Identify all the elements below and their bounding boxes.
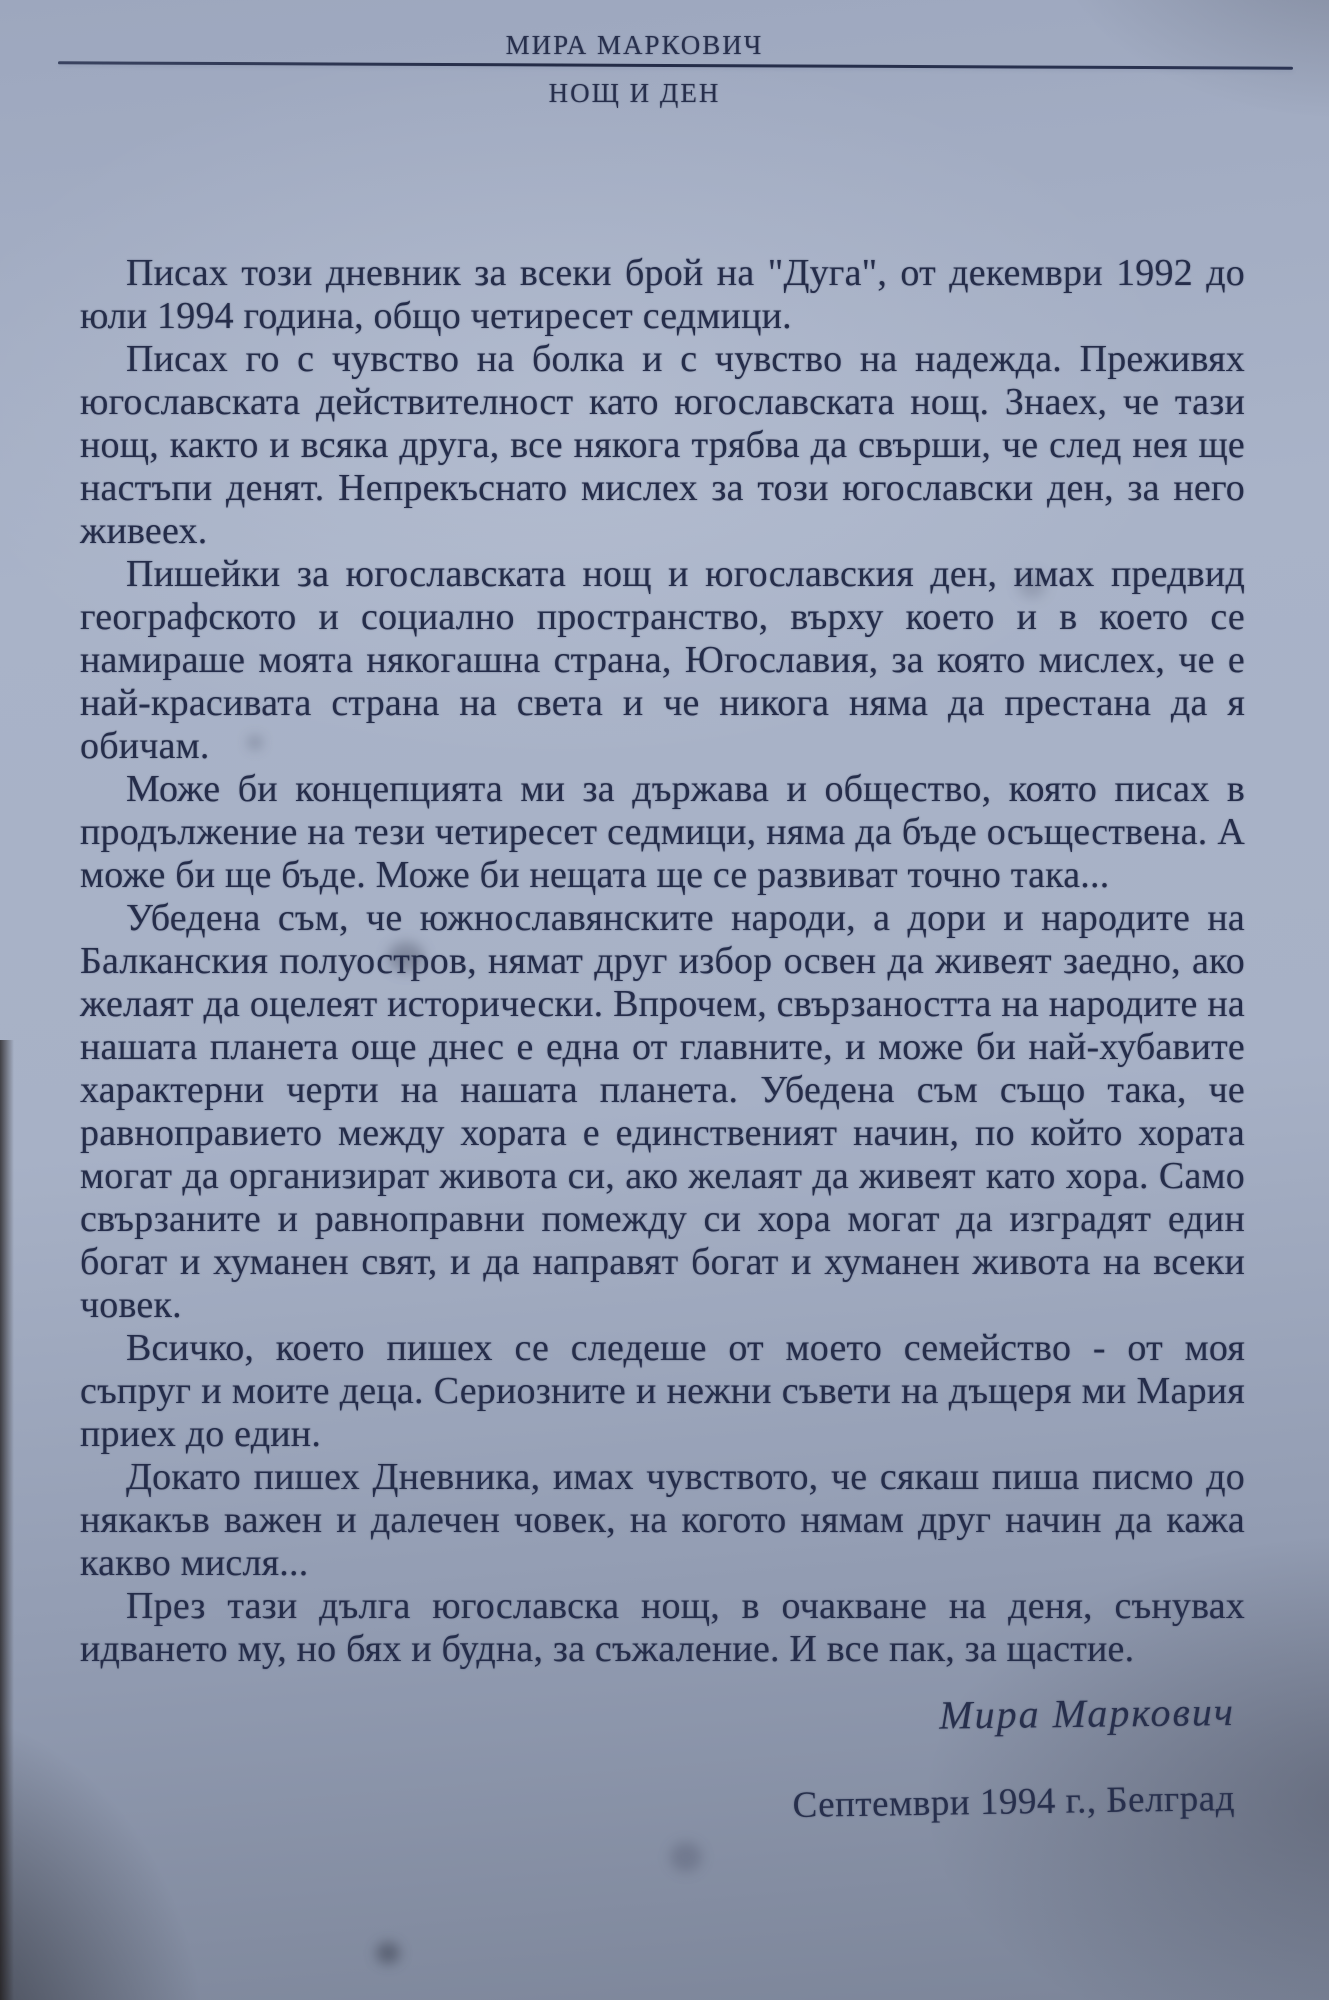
header-rule: [58, 61, 1293, 69]
page-stain: [670, 1842, 702, 1872]
signature-dateline: Септември 1994 г., Белград: [792, 1778, 1236, 1826]
page-header-author: МИРА МАРКОВИЧ: [505, 30, 764, 60]
paragraph-8: През тази дълга югославска нощ, в очакване на деня, сънувах идването му, но бях и будна, за съжаление. И все пак, за щастие.: [80, 1585, 1245, 1670]
paragraph-2: Писах го с чувство на болка и с чувство на надежда. Преживях югославската действителност като югославската нощ. Знаех, че тази нощ, както и всяка друга, все някога трябва да свърши, че след нея ще настъпи денят. Непрекъснато мислех за този югославски ден, за него живеех.: [80, 338, 1245, 552]
paragraph-1: Писах този дневник за всеки брой на "Дуга", от декември 1992 до юли 1994 година, общо четиресет седмици.: [80, 252, 1245, 337]
paragraph-7: Докато пишех Дневника, имах чувството, че сякаш пиша писмо до някакъв важен и далечен човек, на когото нямам друг начин да кажа какво мисля...: [80, 1456, 1245, 1584]
paragraph-6: Всичко, което пишех се следеше от моето семейство - от моя съпруг и моите деца. Сериозните и нежни съвети на дъщеря ми Мария приех до един.: [80, 1327, 1245, 1455]
paragraph-4: Може би концепцията ми за държава и общество, която писах в продължение на тези четиресет седмици, няма да бъде осъществена. А може би ще бъде. Може би нещата ще се развиват точно така...: [80, 768, 1245, 896]
paragraph-5: Убедена съм, че южнославянските народи, а дори и народите на Балканския полуостров, нямат друг избор освен да живеят заедно, ако желаят да оцелеят исторически. Впрочем, свързаността на народите на нашата планета още днес е една от главните, и може би най-хубавите характерни черти на нашата планета. Убедена съм също така, че равноправието между хората е единственият начин, по който хората могат да организират живота си, ако желаят да живеят като хора. Само свързаните и равноправни помежду си хора могат да изградят един богат и хуманен свят, и да направят богат и хуманен живота на всеки човек.: [80, 897, 1245, 1326]
signature-name: Мира Маркович: [938, 1689, 1236, 1738]
page-header-title: НОЩ И ДЕН: [548, 78, 721, 108]
preface-text: [80, 252, 1245, 1829]
page-edge-shadow: [0, 1040, 14, 2000]
page-stain: [376, 1942, 400, 1964]
paragraph-3: Пишейки за югославската нощ и югославския ден, имах предвид географското и социално пространство, върху което и в което се намираше моята някогашна страна, Югославия, за която мислех, че е най-красивата страна на света и че никога няма да престана да я обичам.: [80, 553, 1245, 767]
